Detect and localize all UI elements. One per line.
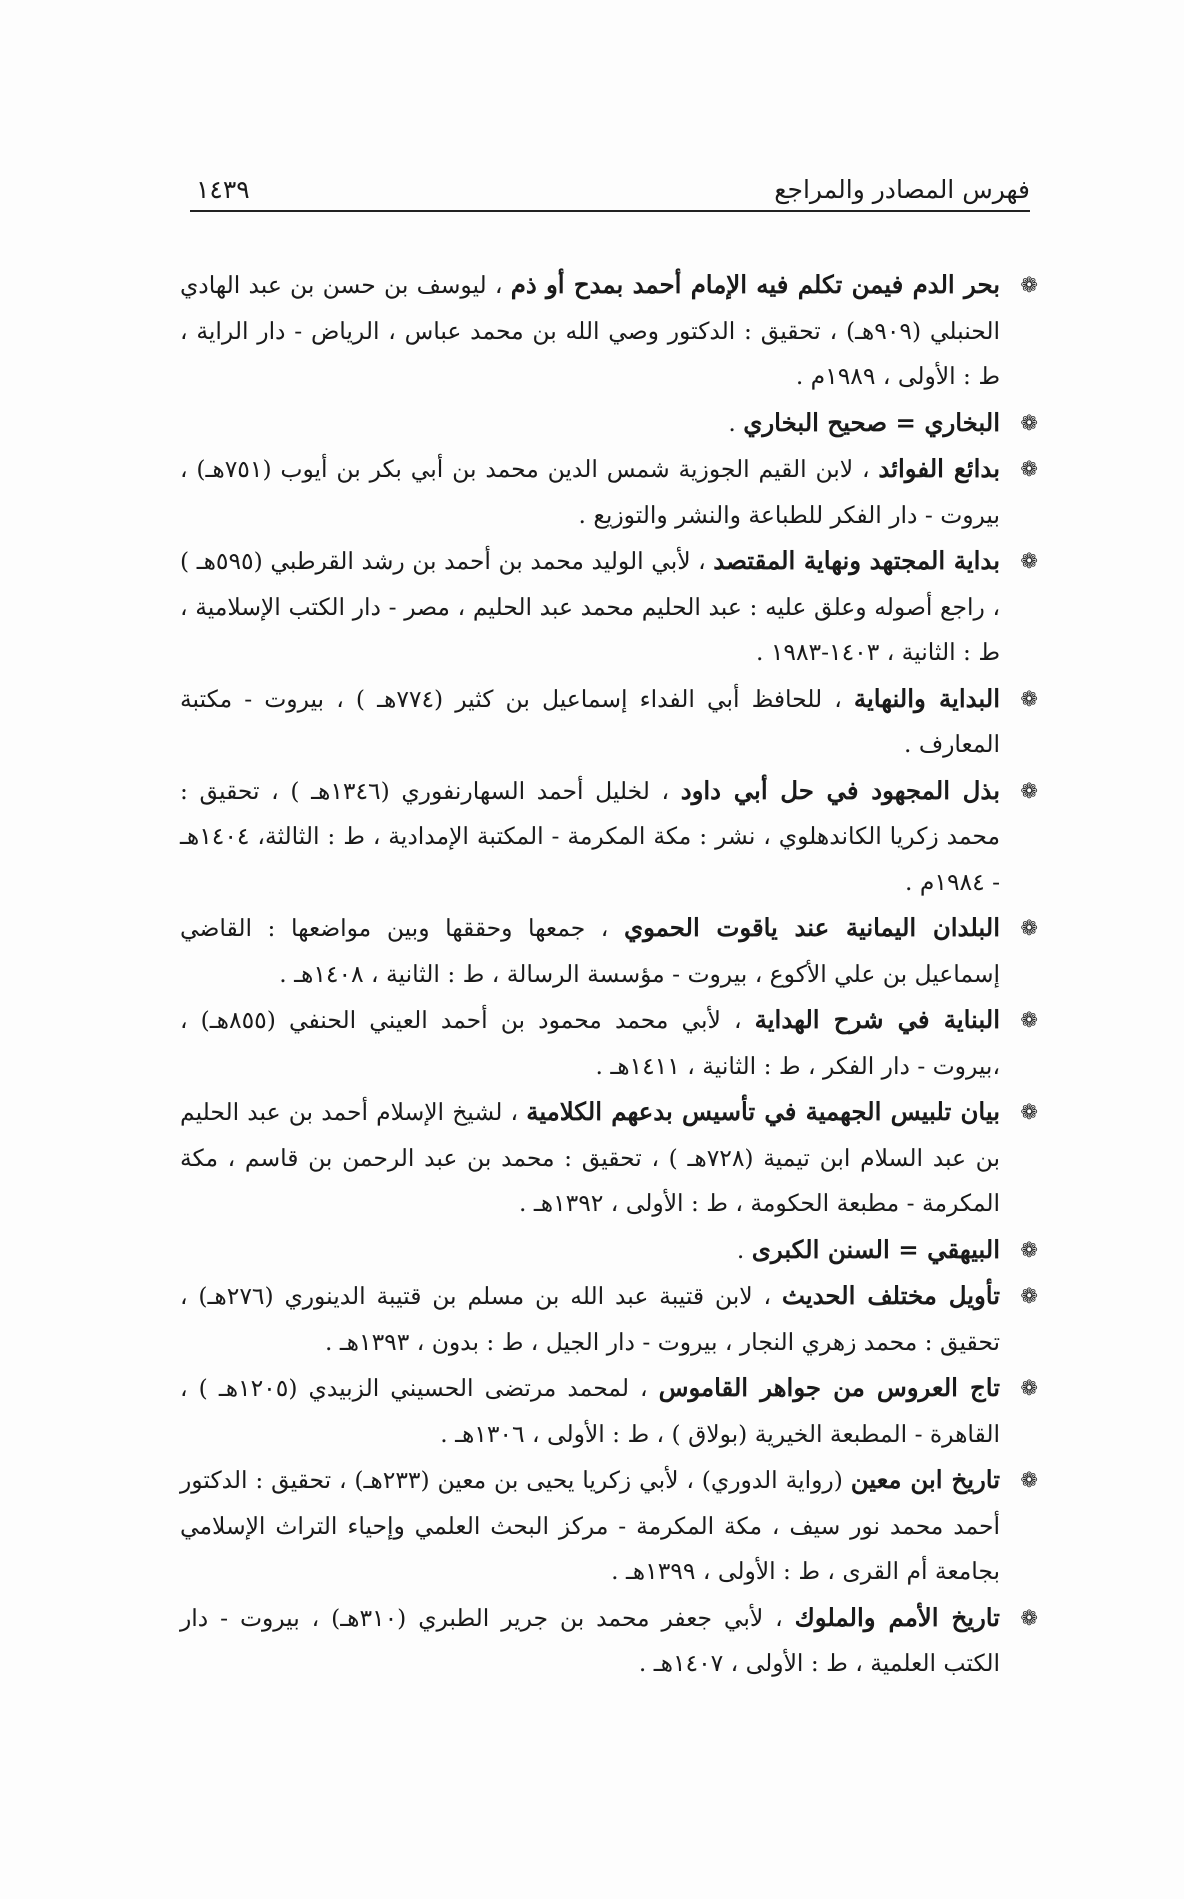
entry-details: ، للحافظ أبي الفداء إسماعيل بن كثير (٧٧٤هـ ) ، بيروت - مكتبة المعارف . <box>180 684 1000 758</box>
entry-details: (رواية الدوري) ، لأبي زكريا يحيى بن معين (٢٣٣هـ) ، تحقيق : الدكتور أحمد محمد نور سيف ، مكة المكرمة - مركز البحث العلمي وإحياء التراث الإسلامي بجامعة أم القرى ، ط : الأولى ، ١٣٩٩هـ . <box>180 1466 1000 1585</box>
entry-title: تاريخ الأمم والملوك <box>794 1602 1000 1632</box>
entry-details: ، لابن القيم الجوزية شمس الدين محمد بن أبي بكر بن أيوب (٧٥١هـ) ، بيروت - دار الفكر للطباعة والنشر والتوزيع . <box>180 455 1000 529</box>
bibliography-entry <box>180 1227 1038 1274</box>
flower-bullet-icon: ❁ <box>1020 1284 1038 1308</box>
flower-bullet-icon: ❁ <box>1020 1468 1038 1492</box>
bibliography-entry <box>180 400 1038 447</box>
entry-title: البخاري = صحيح البخاري <box>743 407 1000 437</box>
entry-title: بيان تلبيس الجهمية في تأسيس بدعهم الكلامية <box>526 1097 1000 1126</box>
entry-title: البلدان اليمانية عند ياقوت الحموي <box>623 913 1001 942</box>
bibliography-entry <box>180 676 1038 768</box>
entry-title: بحر الدم فيمن تكلم فيه الإمام أحمد بمدح أو ذم <box>510 270 1000 299</box>
entry-details: ، لأبي جعفر محمد بن جرير الطبري (٣١٠هـ) ، بيروت - دار الكتب العلمية ، ط : الأولى ، ١٤٠٧هـ . <box>180 1603 1000 1677</box>
bibliography-entry <box>180 905 1038 997</box>
bibliography-entry <box>180 1089 1038 1227</box>
entry-title: بدائع الفوائد <box>878 454 1000 483</box>
running-header <box>190 168 1030 212</box>
flower-bullet-icon: ❁ <box>1020 457 1038 481</box>
entry-title: البداية والنهاية <box>853 683 1000 713</box>
flower-bullet-icon: ❁ <box>1020 778 1038 803</box>
bibliography-entry <box>180 997 1038 1089</box>
flower-bullet-icon: ❁ <box>1020 1008 1038 1032</box>
flower-bullet-icon: ❁ <box>1020 916 1038 940</box>
entry-details: ، لمحمد مرتضى الحسيني الزبيدي (١٢٠٥هـ ) ، القاهرة - المطبعة الخيرية (بولاق ) ، ط : الأولى ، ١٣٠٦هـ . <box>180 1374 1000 1448</box>
entry-title: البناية في شرح الهداية <box>754 1005 1000 1034</box>
entry-details: ، ليوسف بن حسن بن عبد الهادي الحنبلي (٩٠٩هـ) ، تحقيق : الدكتور وصي الله بن محمد عباس ، الرياض - دار الراية ، ط : الأولى ، ١٩٨٩م . <box>180 271 1000 390</box>
flower-bullet-icon: ❁ <box>1020 273 1038 297</box>
bibliography-entry <box>180 446 1038 538</box>
entry-title: بذل المجهود في حل أبي داود <box>680 775 1000 805</box>
page-number: ١٤٣٩ <box>196 175 250 204</box>
entry-details: ، لشيخ الإسلام أحمد بن عبد الحليم بن عبد السلام ابن تيمية (٧٢٨هـ ) ، تحقيق : محمد بن عبد الرحمن بن قاسم ، مكة المكرمة - مطبعة الحكومة ، ط : الأولى ، ١٣٩٢هـ . <box>180 1098 1000 1217</box>
flower-bullet-icon: ❁ <box>1020 1376 1038 1400</box>
entry-details: ، لابن قتيبة عبد الله بن مسلم بن قتيبة الدينوري (٢٧٦هـ) ، تحقيق : محمد زهري النجار ، بيروت - دار الجيل ، ط : بدون ، ١٣٩٣هـ . <box>180 1282 1000 1356</box>
entry-details: ، جمعها وحققها وبين مواضعها : القاضي إسماعيل بن علي الأكوع ، بيروت - مؤسسة الرسالة ، ط : الثانية ، ١٤٠٨هـ . <box>180 914 1000 988</box>
bibliography-entry <box>180 262 1038 400</box>
bibliography-entry <box>180 1595 1038 1687</box>
entry-title: بداية المجتهد ونهاية المقتصد <box>713 546 1001 575</box>
entry-details: . <box>728 408 744 437</box>
entry-title: البيهقي = السنن الكبرى <box>751 1234 1000 1264</box>
entry-title: تاريخ ابن معين <box>850 1465 1001 1494</box>
entry-details: . <box>736 1235 752 1264</box>
bibliography-entry <box>180 1273 1038 1365</box>
bibliography-list <box>180 262 1038 1687</box>
entry-details: ، لأبي محمد محمود بن أحمد العيني الحنفي (٨٥٥هـ) ، ،بيروت - دار الفكر ، ط : الثانية ، ١٤١١هـ . <box>180 1006 1000 1080</box>
entry-title: تأويل مختلف الحديث <box>781 1281 1000 1310</box>
flower-bullet-icon: ❁ <box>1020 686 1038 711</box>
flower-bullet-icon: ❁ <box>1020 549 1038 573</box>
entry-details: ، لأبي الوليد محمد بن أحمد بن رشد القرطبي (٥٩٥هـ ) ، راجع أصوله وعلق عليه : عبد الحليم محمد عبد الحليم ، مصر - دار الكتب الإسلامية ، ط : الثانية ، ١٤٠٣-١٩٨٣ . <box>180 547 1000 666</box>
flower-bullet-icon: ❁ <box>1020 1605 1038 1630</box>
bibliography-entry <box>180 768 1038 906</box>
entry-details: ، لخليل أحمد السهارنفوري (١٣٤٦هـ ) ، تحقيق : محمد زكريا الكاندهلوي ، نشر : مكة المكرمة - المكتبة الإمدادية ، ط : الثالثة، ١٤٠٤هـ - ١٩٨٤م . <box>180 776 1000 896</box>
flower-bullet-icon: ❁ <box>1020 1237 1038 1262</box>
bibliography-entry <box>180 538 1038 676</box>
entry-title: تاج العروس من جواهر القاموس <box>658 1373 1001 1402</box>
flower-bullet-icon: ❁ <box>1020 1100 1038 1124</box>
bibliography-entry <box>180 1457 1038 1595</box>
header-title: فهرس المصادر والمراجع <box>774 175 1030 204</box>
bibliography-entry <box>180 1365 1038 1457</box>
flower-bullet-icon: ❁ <box>1020 410 1038 435</box>
